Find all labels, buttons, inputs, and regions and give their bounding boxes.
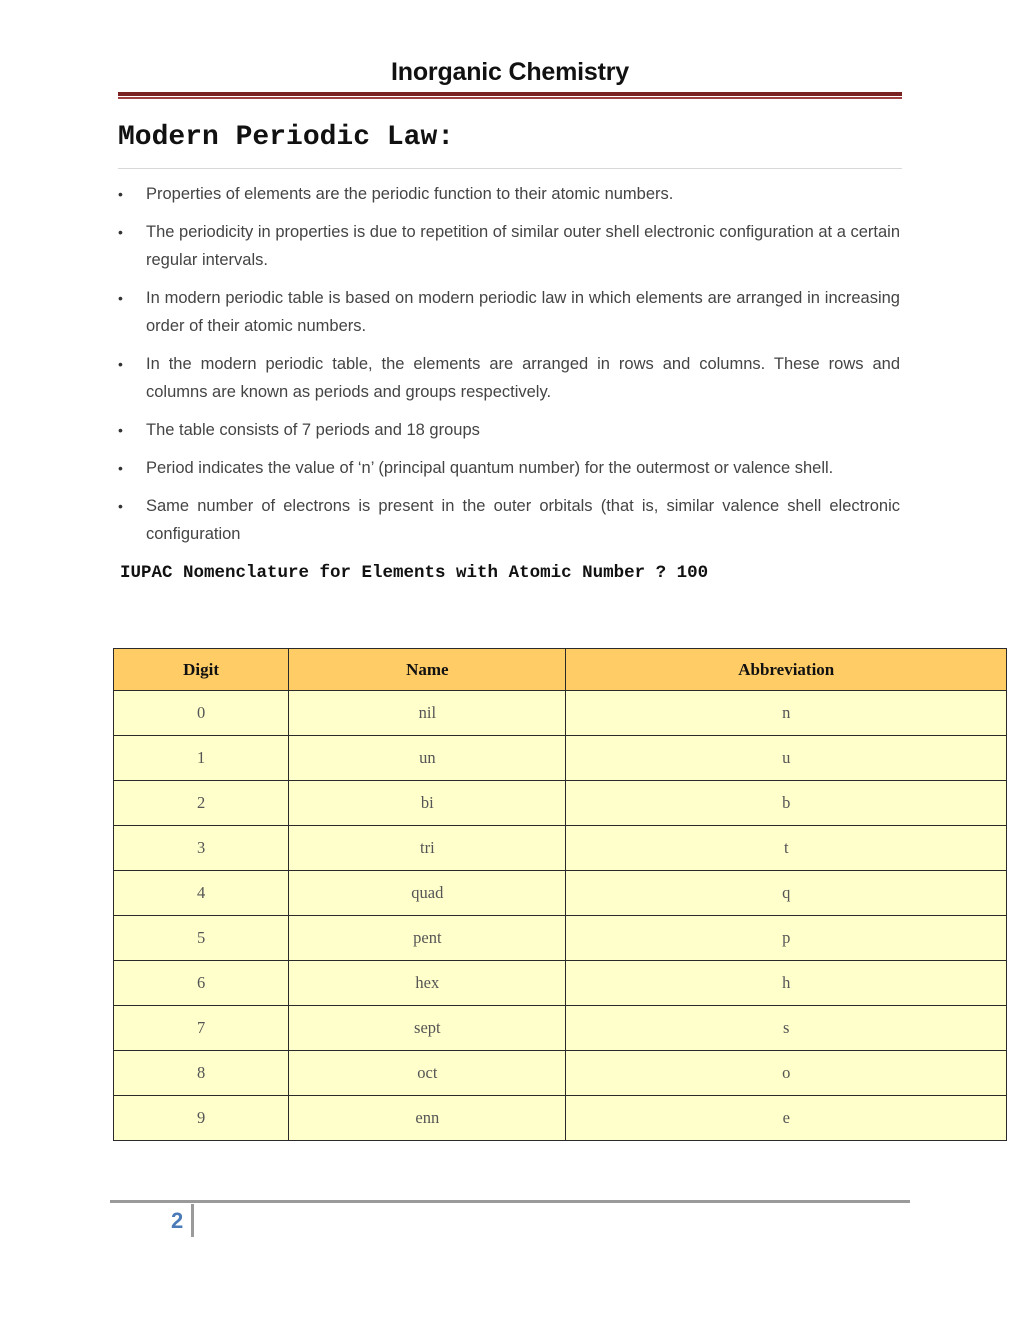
cell-digit: 4 — [114, 871, 289, 916]
table-row — [114, 736, 1007, 781]
table-row — [114, 961, 1007, 1006]
cell-name: sept — [289, 1006, 566, 1051]
nomenclature-table — [113, 648, 1007, 1141]
section-title-rule — [118, 168, 902, 169]
bullet-icon: • — [118, 460, 123, 476]
bullet-icon: • — [118, 186, 123, 202]
column-header-name: Name — [289, 649, 566, 691]
cell-abbreviation: q — [566, 871, 1007, 916]
cell-digit: 1 — [114, 736, 289, 781]
table-row — [114, 691, 1007, 736]
cell-name: pent — [289, 916, 566, 961]
cell-name: un — [289, 736, 566, 781]
list-item-text: Same number of electrons is present in the outer orbitals (that is, similar valence shell electronic configuration — [146, 497, 900, 543]
list-item — [118, 350, 900, 406]
footer-rule — [110, 1200, 910, 1203]
cell-digit: 5 — [114, 916, 289, 961]
cell-abbreviation: e — [566, 1096, 1007, 1141]
list-item-text: In the modern periodic table, the elements are arranged in rows and columns. These rows and columns are known as periods and groups respectively. — [146, 355, 900, 401]
list-item-text: The periodicity in properties is due to repetition of similar outer shell electronic configuration at a certain regular intervals. — [146, 223, 900, 269]
cell-name: oct — [289, 1051, 566, 1096]
table-row — [114, 1096, 1007, 1141]
list-item — [118, 284, 900, 340]
list-item — [118, 218, 900, 274]
bullet-icon: • — [118, 224, 123, 240]
cell-digit: 0 — [114, 691, 289, 736]
list-item-text: Period indicates the value of ‘n’ (principal quantum number) for the outermost or valence shell. — [146, 459, 834, 477]
header-rule-secondary — [118, 97, 902, 99]
cell-digit: 8 — [114, 1051, 289, 1096]
list-item — [118, 180, 900, 208]
table-row — [114, 826, 1007, 871]
list-item — [118, 492, 900, 548]
table-row — [114, 781, 1007, 826]
page-header-title: Inorganic Chemistry — [391, 58, 629, 86]
cell-digit: 6 — [114, 961, 289, 1006]
table-row — [114, 1051, 1007, 1096]
table-row — [114, 1006, 1007, 1051]
bullet-icon: • — [118, 498, 123, 514]
cell-abbreviation: n — [566, 691, 1007, 736]
cell-name: nil — [289, 691, 566, 736]
column-header-digit: Digit — [114, 649, 289, 691]
list-item-text: In modern periodic table is based on modern periodic law in which elements are arranged in increasing order of their atomic numbers. — [146, 289, 900, 335]
cell-abbreviation: b — [566, 781, 1007, 826]
cell-abbreviation: t — [566, 826, 1007, 871]
table-row — [114, 871, 1007, 916]
cell-abbreviation: h — [566, 961, 1007, 1006]
cell-abbreviation: o — [566, 1051, 1007, 1096]
cell-abbreviation: s — [566, 1006, 1007, 1051]
cell-name: enn — [289, 1096, 566, 1141]
list-item — [118, 416, 900, 444]
cell-digit: 9 — [114, 1096, 289, 1141]
list-item — [118, 454, 900, 482]
nomenclature-title: IUPAC Nomenclature for Elements with Atomic Number ? 100 — [120, 563, 709, 583]
page-number-divider — [191, 1204, 194, 1237]
cell-name: hex — [289, 961, 566, 1006]
table-row — [114, 916, 1007, 961]
cell-digit: 7 — [114, 1006, 289, 1051]
cell-digit: 3 — [114, 826, 289, 871]
cell-name: bi — [289, 781, 566, 826]
list-item-text: Properties of elements are the periodic function to their atomic numbers. — [146, 185, 674, 203]
cell-name: tri — [289, 826, 566, 871]
cell-abbreviation: u — [566, 736, 1007, 781]
header-rule — [118, 92, 902, 96]
page-number: 2 — [171, 1208, 184, 1233]
cell-abbreviation: p — [566, 916, 1007, 961]
bullet-list — [118, 180, 900, 558]
bullet-icon: • — [118, 422, 123, 438]
cell-name: quad — [289, 871, 566, 916]
table-header-row — [114, 649, 1007, 691]
bullet-icon: • — [118, 290, 123, 306]
column-header-abbreviation: Abbreviation — [566, 649, 1007, 691]
section-title: Modern Periodic Law: — [118, 122, 455, 153]
cell-digit: 2 — [114, 781, 289, 826]
bullet-icon: • — [118, 356, 123, 372]
list-item-text: The table consists of 7 periods and 18 groups — [146, 421, 480, 439]
